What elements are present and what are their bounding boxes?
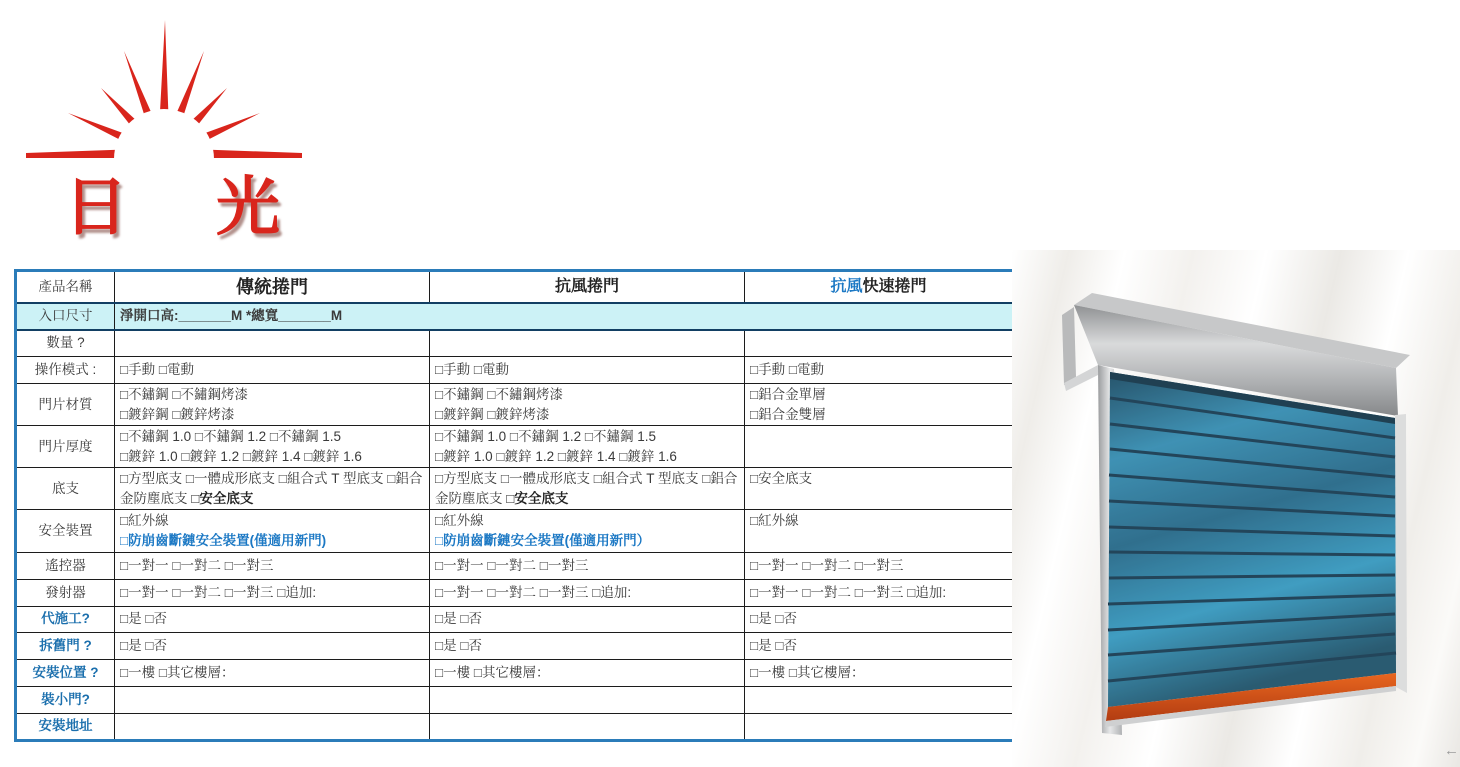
- thickness-options-col3[interactable]: [745, 426, 1014, 468]
- product-photo: [1012, 250, 1460, 767]
- table-row-door-material: [16, 384, 1014, 426]
- col-header-traditional-door: 傳統捲門: [115, 271, 430, 303]
- right-guide-rail: [1395, 414, 1407, 693]
- address-field-col1[interactable]: [115, 713, 430, 740]
- material-line1: □不鏽鋼 □不鏽鋼烤漆: [120, 387, 249, 402]
- table-row-contract-work: [16, 606, 1014, 632]
- bottom-support-text: □安全底支: [750, 471, 813, 487]
- material-line2: □鋁合金雙層: [750, 406, 826, 422]
- material-options-col3[interactable]: [745, 384, 1014, 426]
- remove-old-options-col1[interactable]: □是 □否: [115, 632, 430, 659]
- remote-options-col2[interactable]: □一對一 □一對二 □一對三: [430, 552, 745, 579]
- location-options-col2[interactable]: □一樓 □其它樓層：: [430, 659, 745, 686]
- safety-infrared: □紅外線: [750, 513, 799, 529]
- bottom-support-safety-bold: □安全底支: [191, 490, 254, 506]
- bottom-support-text: □方型底支 □一體成形底支 □組合式 T 型底支 □鋁合金防塵底支: [120, 471, 423, 506]
- safety-options-col3[interactable]: [745, 510, 1014, 552]
- material-options-col1[interactable]: [115, 384, 430, 426]
- product-order-table: [14, 269, 1015, 742]
- company-logo: [14, 6, 314, 256]
- row-label-install-location: 安裝位置 ?: [16, 659, 115, 686]
- transmitter-options-col1[interactable]: □一對一 □一對二 □一對三 □追加:: [115, 579, 430, 606]
- table-row-header: [16, 271, 1014, 303]
- hood-left-cap: [1062, 307, 1076, 385]
- table-row-install-address: [16, 713, 1014, 740]
- thickness-line2: □鍍鋅 1.0 □鍍鋅 1.2 □鍍鋅 1.4 □鍍鋅 1.6: [120, 448, 362, 464]
- bottom-support-text: □方型底支 □一體成形底支 □組合式 T 型底支 □鋁合金防塵底支: [435, 471, 738, 506]
- table-row-safety-device: [16, 510, 1014, 552]
- operation-options-col1[interactable]: □手動 □電動: [115, 357, 430, 384]
- table-row-entrance-size: [16, 303, 1014, 330]
- material-options-col2[interactable]: [430, 384, 745, 426]
- header-blue-part: 抗風: [830, 278, 863, 296]
- logo-text: 日 光: [64, 172, 316, 243]
- material-line1: □鋁合金單層: [750, 387, 826, 402]
- row-label-bottom-support: 底支: [16, 468, 115, 510]
- remote-options-col1[interactable]: □一對一 □一對二 □一對三: [115, 552, 430, 579]
- safety-options-col1[interactable]: [115, 510, 430, 552]
- rolling-shutter-door-image: [1040, 255, 1440, 767]
- table-row-quantity: [16, 330, 1014, 357]
- row-label-remove-old-door: 拆舊門 ?: [16, 632, 115, 659]
- quantity-field-col2[interactable]: [430, 330, 745, 357]
- shutter-sheen: [1108, 372, 1396, 707]
- safety-infrared: □紅外線: [120, 513, 169, 529]
- row-label-product-name: 產品名稱: [16, 271, 115, 303]
- small-door-field-col3[interactable]: [745, 686, 1014, 713]
- bottom-support-safety-bold: □安全底支: [506, 490, 569, 506]
- corner-arrow: ←: [1444, 742, 1459, 759]
- row-label-remote-control: 遙控器: [16, 552, 115, 579]
- contract-options-col1[interactable]: □是 □否: [115, 606, 430, 632]
- thickness-line1: □不鏽鋼 1.0 □不鏽鋼 1.2 □不鏽鋼 1.5: [435, 429, 657, 445]
- table-row-operation-mode: [16, 357, 1014, 384]
- material-line1: □不鏽鋼 □不鏽鋼烤漆: [435, 387, 564, 402]
- quantity-field-col3[interactable]: [745, 330, 1014, 357]
- transmitter-options-col2[interactable]: □一對一 □一對二 □一對三 □追加:: [430, 579, 745, 606]
- safety-options-col2[interactable]: [430, 510, 745, 552]
- row-label-small-door: 裝小門?: [16, 686, 115, 713]
- row-label-quantity: 數量 ?: [16, 330, 115, 357]
- transmitter-options-col3[interactable]: □一對一 □一對二 □一對三 □追加:: [745, 579, 1014, 606]
- table-row-remove-old-door: [16, 632, 1014, 659]
- thickness-line1: □不鏽鋼 1.0 □不鏽鋼 1.2 □不鏽鋼 1.5: [120, 429, 342, 445]
- bottom-support-options-col3[interactable]: [745, 468, 1014, 510]
- row-label-door-material: 門片材質: [16, 384, 115, 426]
- header-rest-part: 快速捲門: [862, 278, 927, 296]
- row-label-entrance-size: 入口尺寸: [16, 303, 115, 330]
- small-door-field-col1[interactable]: [115, 686, 430, 713]
- table-row-small-door: [16, 686, 1014, 713]
- thickness-line2: □鍍鋅 1.0 □鍍鋅 1.2 □鍍鋅 1.4 □鍍鋅 1.6: [435, 448, 677, 464]
- material-line2: □鍍鋅鋼 □鍍鋅烤漆: [435, 406, 550, 422]
- bottom-support-options-col2[interactable]: [430, 468, 745, 510]
- table-row-install-location: [16, 659, 1014, 686]
- entrance-size-field[interactable]: 淨開口高:_______M *總寬_______M: [115, 303, 1014, 330]
- bottom-support-options-col1[interactable]: [115, 468, 430, 510]
- safety-chain-device: □防崩齒斷鏈安全裝置(僅適用新門）: [435, 532, 651, 548]
- safety-infrared: □紅外線: [435, 513, 484, 529]
- col-header-windproof-fast-door: [745, 271, 1014, 303]
- table-row-transmitter: [16, 579, 1014, 606]
- col-header-windproof-door: 抗風捲門: [430, 271, 745, 303]
- material-line2: □鍍鋅鋼 □鍍鋅烤漆: [120, 406, 235, 422]
- thickness-options-col2[interactable]: [430, 426, 745, 468]
- operation-options-col2[interactable]: □手動 □電動: [430, 357, 745, 384]
- small-door-field-col2[interactable]: [430, 686, 745, 713]
- row-label-safety-device: 安全裝置: [16, 510, 115, 552]
- thickness-options-col1[interactable]: [115, 426, 430, 468]
- location-options-col3[interactable]: □一樓 □其它樓層：: [745, 659, 1014, 686]
- remote-options-col3[interactable]: □一對一 □一對二 □一對三: [745, 552, 1014, 579]
- row-label-operation-mode: 操作模式 :: [16, 357, 115, 384]
- safety-chain-device: □防崩齒斷鏈安全裝置(僅適用新門): [120, 532, 327, 548]
- row-label-door-thickness: 門片厚度: [16, 426, 115, 468]
- address-field-col2[interactable]: [430, 713, 745, 740]
- sunburst-icon: [14, 6, 314, 171]
- contract-options-col2[interactable]: □是 □否: [430, 606, 745, 632]
- quantity-field-col1[interactable]: [115, 330, 430, 357]
- operation-options-col3[interactable]: □手動 □電動: [745, 357, 1014, 384]
- remove-old-options-col3[interactable]: □是 □否: [745, 632, 1014, 659]
- table-row-door-thickness: [16, 426, 1014, 468]
- contract-options-col3[interactable]: □是 □否: [745, 606, 1014, 632]
- remove-old-options-col2[interactable]: □是 □否: [430, 632, 745, 659]
- row-label-contract-work: 代施工?: [16, 606, 115, 632]
- table-row-bottom-support: [16, 468, 1014, 510]
- address-field-col3[interactable]: [745, 713, 1014, 740]
- table-row-remote-control: [16, 552, 1014, 579]
- location-options-col1[interactable]: □一樓 □其它樓層：: [115, 659, 430, 686]
- row-label-install-address: 安裝地址: [16, 713, 115, 740]
- row-label-transmitter: 發射器: [16, 579, 115, 606]
